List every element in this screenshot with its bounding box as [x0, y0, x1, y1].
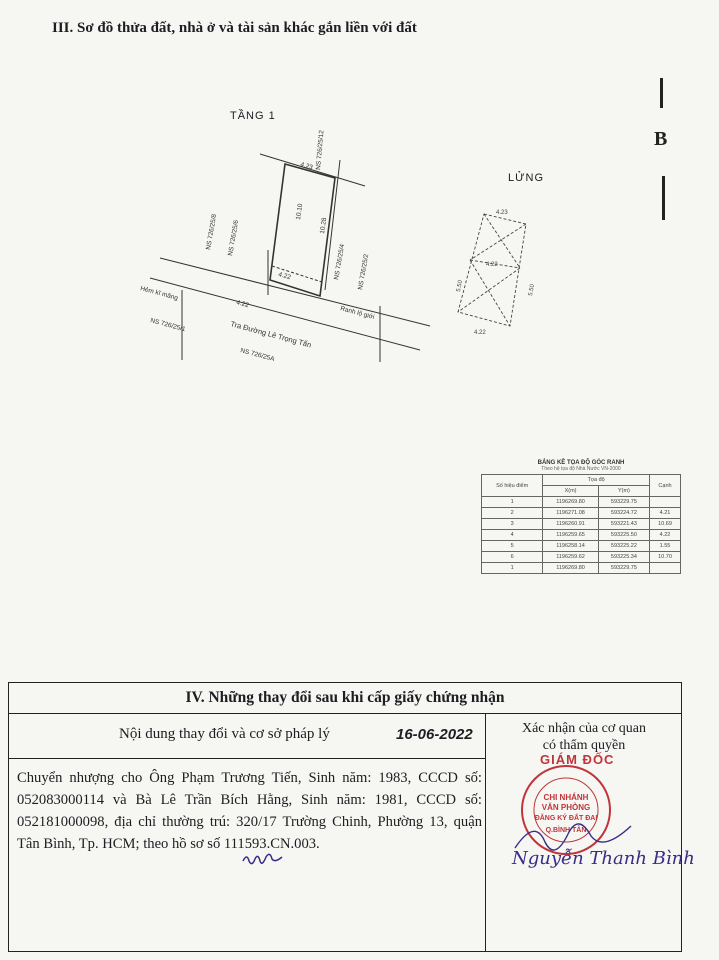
coord-x: 1196269.80: [543, 497, 599, 508]
road-line-top: [160, 258, 430, 326]
authority-header-line-2: có thẩm quyền: [542, 738, 626, 753]
coord-edge: 10.70: [650, 552, 681, 563]
mezzanine-plan-diagram: [440, 200, 540, 340]
coord-edge: [650, 563, 681, 574]
coord-y: 593229.75: [598, 563, 649, 574]
mezzanine-label-top: 4.23: [496, 210, 508, 216]
mezzanine-diagonal-4: [458, 268, 520, 312]
plan-label-right-mid: NS 726/25/4: [333, 243, 347, 281]
plan-label-alley: Hẻm kĩ mãng: [139, 285, 179, 302]
edge-mark-line-top: [660, 78, 663, 108]
plan-label-bottom: NS 726/25A: [239, 347, 276, 364]
changes-content-header: Nội dung thay đổi và cơ sở pháp lý: [119, 726, 330, 742]
table-row: [482, 519, 681, 530]
coord-header-coords: Tọa độ: [543, 475, 650, 486]
coord-point: 1: [482, 563, 543, 574]
coord-point: 1: [482, 497, 543, 508]
coord-y: 593225.22: [598, 541, 649, 552]
coord-header-y: Y(m): [598, 486, 649, 497]
authority-header-line-1: Xác nhận của cơ quan: [521, 721, 646, 736]
changes-left-header: [9, 714, 486, 759]
plan-label-depth-right: 10.28: [319, 217, 329, 235]
floor-1-label: TẦNG 1: [230, 110, 276, 122]
seal-text-3: ĐĂNG KÝ ĐẤT ĐAI: [534, 815, 598, 822]
table-row: [482, 508, 681, 519]
plan-label-inner-w2: 4.22: [235, 299, 250, 310]
coord-point: 4: [482, 530, 543, 541]
coord-edge: 10.69: [650, 519, 681, 530]
coord-x: 1196258.14: [543, 541, 599, 552]
coordinate-table-title: BẢNG KÊ TỌA ĐỘ GÓC RANH: [537, 460, 625, 466]
plan-label-road: Tra Đường Lê Trọng Tấn: [229, 319, 313, 350]
coord-y: 593225.34: [598, 552, 649, 563]
mezzanine-label-mid: 4.22: [486, 262, 498, 268]
coord-header-point: Số hiệu điểm: [482, 475, 543, 497]
section-4-title: IV. Những thay đổi sau khi cấp giấy chứng nhận: [9, 683, 681, 714]
mezzanine-diagonal-3: [470, 260, 510, 326]
coordinate-table: [481, 460, 681, 574]
section-3-title: III. Sơ đồ thửa đất, nhà ở và tài sản khác gắn liền với đất: [52, 20, 417, 36]
coord-y: 593221.43: [598, 519, 649, 530]
coord-x: 1196259.62: [543, 552, 599, 563]
coord-point: 2: [482, 508, 543, 519]
coord-x: 1196271.08: [543, 508, 599, 519]
table-row: [482, 563, 681, 574]
signer-name: Nguyễn Thanh Bình: [512, 848, 695, 869]
table-row: [482, 552, 681, 563]
table-row: [482, 530, 681, 541]
coordinate-table-grid: [481, 474, 681, 574]
coord-header-edge: Cạnh: [650, 475, 681, 497]
plan-label-inner-w1: 4.22: [277, 271, 292, 282]
coord-x: 1196260.91: [543, 519, 599, 530]
coord-edge: 4.21: [650, 508, 681, 519]
coord-point: 3: [482, 519, 543, 530]
coordinate-table-subtitle: Theo hệ tọa độ Nhà Nước VN-2000: [541, 466, 621, 472]
mezzanine-diagonal-2: [470, 224, 526, 260]
plan-label-depth-left: 10.10: [295, 203, 305, 221]
coord-y: 593229.75: [598, 497, 649, 508]
seal-text-4: Q.BÌNH TÂN: [545, 827, 587, 834]
coord-header-x: X(m): [543, 486, 599, 497]
coord-x: 1196269.80: [543, 563, 599, 574]
coord-edge: [650, 497, 681, 508]
plan-label-top-width: 4.23: [299, 161, 314, 172]
plan-label-bottom-left: NS 726/25/1: [149, 317, 187, 334]
coord-point: 6: [482, 552, 543, 563]
seal-text-1: CHI NHÁNH: [543, 793, 589, 802]
change-date: 16-06-2022: [396, 726, 473, 743]
site-plan-diagram: [139, 129, 450, 370]
coord-y: 593225.50: [598, 530, 649, 541]
coord-y: 593224.72: [598, 508, 649, 519]
table-row: [482, 497, 681, 508]
coord-edge: 4.22: [650, 530, 681, 541]
change-content: Chuyển nhượng cho Ông Phạm Trương Tiến, Sinh năm: 1983, CCCD số: 052083000114 và Bà Lê Trần Bích Hằng, Sinh năm: 1981, CCCD số: 052181000098, địa chỉ thường trú: 320/17 Trường Chinh, Phường 13, quận Tân Bình, Tp. HCM; theo hồ sơ số 111593.CN.003.: [17, 770, 482, 852]
plan-line-top-boundary: [260, 154, 365, 186]
plan-label-right-mid2: NS 726/25/2: [357, 253, 371, 291]
column-divider: [485, 758, 486, 951]
mezzanine-label-bottom: 4.22: [474, 330, 486, 336]
plan-label-left-mid2: NS 726/25/6: [227, 219, 241, 257]
edge-mark-letter: B: [654, 128, 668, 150]
mezzanine-diagonal-1: [484, 214, 520, 268]
plan-label-right-top: NS 726/25/12: [315, 129, 326, 171]
edge-mark-line-bottom: [662, 176, 665, 220]
mezzanine-label-right: 5.50: [528, 283, 536, 297]
coord-point: 5: [482, 541, 543, 552]
mezzanine-label: LỬNG: [508, 172, 545, 184]
coord-edge: 1.55: [650, 541, 681, 552]
seal-text-2: VĂN PHÒNG: [541, 803, 591, 812]
coord-x: 1196259.65: [543, 530, 599, 541]
initials-signature: [239, 849, 299, 869]
director-title: GIÁM ĐỐC: [540, 752, 615, 767]
plan-label-left-mid: NS 726/25/8: [205, 213, 219, 251]
mezzanine-label-left: 5.50: [456, 279, 464, 293]
table-row: [482, 541, 681, 552]
plan-label-setback: Ranh lộ giới: [339, 305, 376, 321]
